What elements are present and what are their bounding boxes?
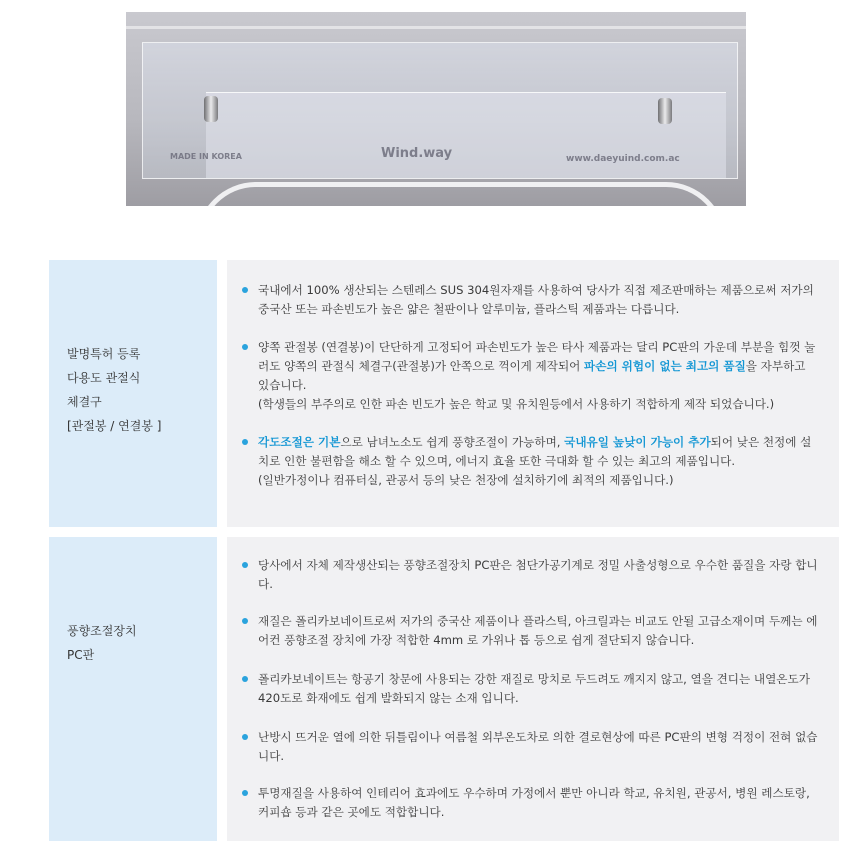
body-text: 되어 낮은 천정에 설치로 인한 불편함을 해소 할 수 있으며, 에너지 효율 또한 극대화 할 수 있는 최고의 제품입니다.	[258, 435, 812, 468]
feature-text	[258, 433, 820, 490]
label-line: 다용도 관절식	[67, 371, 141, 385]
section-label	[67, 619, 137, 667]
joint-bolt-right	[658, 98, 672, 124]
website-mark: www.daeyuind.com.ac	[566, 154, 680, 164]
feature-item	[242, 728, 820, 766]
feature-text	[258, 338, 820, 414]
section-label	[67, 342, 161, 438]
label-line: 풍향조절장치	[67, 624, 137, 638]
highlight-text: 각도조절은 기본	[258, 435, 341, 449]
feature-item	[242, 670, 820, 708]
made-in-mark: MADE IN KOREA	[170, 152, 242, 161]
section-content	[227, 537, 839, 841]
bullet-dot-icon	[242, 562, 248, 568]
body-text: 양쪽 관절봉 (연결봉)이 단단하게 고정되어 파손빈도가 높은 타사 제품과는 달리 PC판의 가운데 부분을 힘껏 눌러도 양쪽의 관절식 체결구(관절봉)가 안쪽으로 꺽이게 제작되어	[258, 340, 816, 373]
section-label-panel	[49, 260, 217, 527]
highlight-text: 파손의 위험이 없는 최고의 품질	[584, 359, 746, 373]
tile-line	[126, 26, 746, 29]
highlight-text: 국내유일 높낮이 가능이 추가	[564, 435, 711, 449]
section-label-panel	[49, 537, 217, 841]
section-content	[227, 260, 839, 527]
body-text: 난방시 뜨거운 열에 의한 뒤틀림이나 여름철 외부온도차로 의한 결로현상에 따른 PC판의 변형 걱정이 전혀 없습니다.	[258, 730, 818, 763]
feature-text	[258, 281, 820, 319]
bullet-dot-icon	[242, 344, 248, 350]
label-line: 체결구	[67, 395, 102, 409]
feature-text	[258, 784, 820, 822]
bullet-dot-icon	[242, 734, 248, 740]
bullet-dot-icon	[242, 618, 248, 624]
body-text: 국내에서 100% 생산되는 스텐레스 SUS 304원자재를 사용하여 당사가 직접 제조판매하는 제품으로써 저가의 중국산 또는 파손빈도가 높은 얇은 철판이나 알루미늄, 플라스틱 제품과는 다릅니다.	[258, 283, 814, 316]
body-text: (학생들의 부주의로 인한 파손 빈도가 높은 학교 및 유치원등에서 사용하기 적합하게 제작 되었습니다.)	[258, 397, 775, 411]
body-text: 투명재질을 사용하여 인테리어 효과에도 우수하며 가정에서 뿐만 아니라 학교, 유치원, 관공서, 병원 레스토랑, 커피숍 등과 같은 곳에도 적합합니다.	[258, 786, 810, 819]
feature-text	[258, 728, 820, 766]
bullet-dot-icon	[242, 676, 248, 682]
feature-item	[242, 612, 820, 650]
body-text: 을 자부하고 있습니다.	[258, 359, 806, 392]
feature-item	[242, 281, 820, 319]
bullet-dot-icon	[242, 790, 248, 796]
body-text: 재질은 폴리카보네이트로써 저가의 중국산 제품이나 플라스틱, 아크릴과는 비교도 안될 고급소재이며 두께는 에어컨 풍향조절 장치에 가장 적합한 4mm 로 가위나 톱 등으로 쉽게 절단되지 않습니다.	[258, 614, 818, 647]
wall-arch	[196, 182, 726, 206]
info-section-pc-panel	[49, 537, 839, 841]
feature-text	[258, 556, 820, 594]
body-text: (일반가정이나 컴퓨터실, 관공서 등의 낮은 천장에 설치하기에 최적의 제품입니다.)	[258, 473, 674, 487]
feature-item	[242, 338, 820, 414]
feature-item	[242, 433, 820, 490]
body-text: 으로 남녀노소도 쉽게 풍향조절이 가능하며,	[340, 435, 565, 449]
body-text: 폴리카보네이트는 항공기 창문에 사용되는 강한 재질로 망치로 두드려도 깨지지 않고, 열을 견디는 내열온도가 420도로 화재에도 쉽게 발화되지 않는 소재 입니다.	[258, 672, 810, 705]
body-text: 당사에서 자체 제작생산되는 풍향조절장치 PC판은 첨단가공기계로 정밀 사출성형으로 우수한 품질을 자랑 합니다.	[258, 558, 818, 591]
label-line: [관절봉 / 연결봉 ]	[67, 419, 162, 433]
info-section-joint	[49, 260, 839, 527]
bullet-dot-icon	[242, 287, 248, 293]
bullet-dot-icon	[242, 439, 248, 445]
feature-item	[242, 556, 820, 594]
label-line: PC판	[67, 648, 95, 662]
label-line: 발명특허 등록	[67, 347, 141, 361]
feature-text	[258, 612, 820, 650]
joint-bolt-left	[204, 96, 218, 122]
product-photo	[126, 12, 746, 206]
feature-item	[242, 784, 820, 822]
pc-panel-front	[206, 92, 726, 178]
brand-mark: Wind.way	[381, 146, 453, 161]
feature-text	[258, 670, 820, 708]
